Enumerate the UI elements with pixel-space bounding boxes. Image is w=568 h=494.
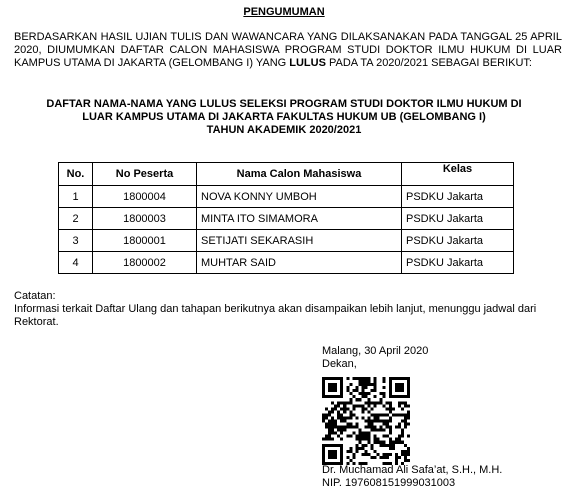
cell-kelas: PSDKU Jakarta: [402, 186, 514, 208]
intro-text-start: BERDASARKAN HASIL UJIAN TULIS DAN WAWANCARA YANG DILAKSANAKAN PADA TANGGAL 25 APRIL 2020, DIUMUMKAN DAFTAR CALON MAHASISWA PROGRAM STUDI DOKTOR ILMU HUKUM DI LUAR KAMPUS UTAMA DI JAKARTA (GELOMBANG I) YANG: [14, 31, 562, 69]
cell-no-peserta: 1800003: [93, 208, 197, 230]
cell-nama: MUHTAR SAID: [197, 252, 402, 274]
signer-nip: NIP. 197608151999031003: [322, 477, 456, 489]
table-row: [59, 208, 514, 230]
list-heading: [0, 98, 568, 137]
cell-nama: SETIJATI SEKARASIH: [197, 230, 402, 252]
intro-bold-word: LULUS: [289, 57, 326, 69]
cell-nama: MINTA ITO SIMAMORA: [197, 208, 402, 230]
sign-role: Dekan,: [322, 358, 357, 370]
cell-no: 3: [59, 230, 93, 252]
header-nama: Nama Calon Mahasiswa: [197, 163, 402, 186]
table-row: [59, 230, 514, 252]
cell-nama: NOVA KONNY UMBOH: [197, 186, 402, 208]
cell-no-peserta: 1800001: [93, 230, 197, 252]
cell-kelas: PSDKU Jakarta: [402, 230, 514, 252]
cell-no: 4: [59, 252, 93, 274]
cell-no-peserta: 1800002: [93, 252, 197, 274]
cell-no: 2: [59, 208, 93, 230]
table-row: [59, 252, 514, 274]
header-kelas: Kelas: [402, 163, 514, 186]
cell-kelas: PSDKU Jakarta: [402, 252, 514, 274]
table-row: [59, 186, 514, 208]
notes-text: Informasi terkait Daftar Ulang dan tahapan berikutnya akan disampaikan lebih lanjut, menunggu jadwal dari Rektorat.: [14, 303, 537, 328]
cell-no-peserta: 1800004: [93, 186, 197, 208]
signer-info: [322, 464, 502, 490]
table-header-row: [59, 163, 514, 186]
notes-section: [14, 290, 562, 329]
page-title: PENGUMUMAN: [243, 6, 325, 18]
cell-no: 1: [59, 186, 93, 208]
heading-line-2: LUAR KAMPUS UTAMA DI JAKARTA FAKULTAS HUKUM UB (GELOMBANG I): [82, 111, 486, 123]
results-table: [58, 162, 514, 274]
intro-paragraph: [14, 31, 562, 70]
signer-name: Dr. Muchamad Ali Safa’at, S.H., M.H.: [322, 464, 503, 476]
sign-place-date: Malang, 30 April 2020: [322, 345, 429, 357]
heading-line-1: DAFTAR NAMA-NAMA YANG LULUS SELEKSI PROGRAM STUDI DOKTOR ILMU HUKUM DI: [46, 98, 522, 110]
qr-code-icon: [322, 377, 410, 465]
cell-kelas: PSDKU Jakarta: [402, 208, 514, 230]
header-no: No.: [59, 163, 93, 186]
heading-line-3: TAHUN AKADEMIK 2020/2021: [206, 124, 362, 136]
notes-label: Catatan:: [14, 290, 56, 302]
intro-text-end: PADA TA 2020/2021 SEBAGAI BERIKUT:: [325, 57, 532, 69]
header-no-peserta: No Peserta: [93, 163, 197, 186]
signature-block: [322, 345, 428, 371]
